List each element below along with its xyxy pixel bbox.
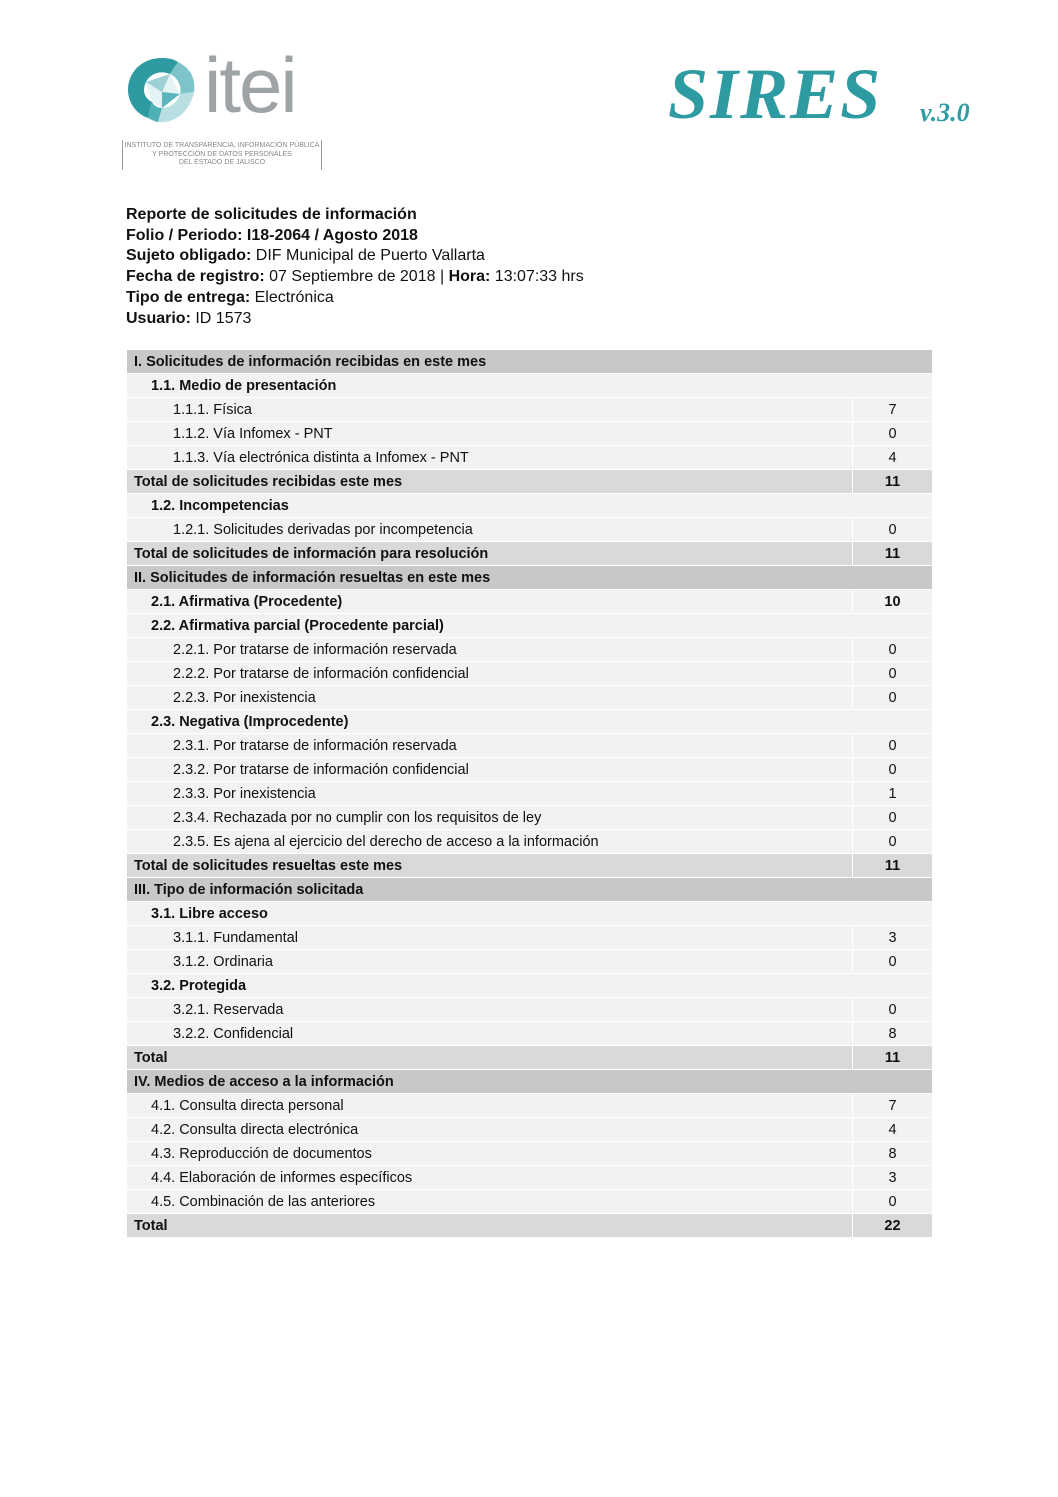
item-row [127, 422, 933, 446]
row-label: Total de solicitudes resueltas este mes [127, 854, 853, 878]
entrega-line: Tipo de entrega: Electrónica [126, 288, 334, 306]
subsection-row [127, 614, 933, 638]
row-value: 7 [853, 1094, 933, 1118]
subsection-row [127, 710, 933, 734]
row-label: 4.3. Reproducción de documentos [127, 1142, 853, 1166]
subsection-row [127, 590, 933, 614]
total-row [127, 1214, 933, 1238]
sujeto-line: Sujeto obligado: DIF Municipal de Puerto Vallarta [126, 247, 485, 265]
row-value: 0 [853, 662, 933, 686]
item-row [127, 1142, 933, 1166]
row-label: 3.1. Libre acceso [127, 902, 933, 926]
subsection-row [127, 974, 933, 998]
item-row [127, 734, 933, 758]
row-label: 1.1.3. Vía electrónica distinta a Infomex - PNT [127, 446, 853, 470]
report-title: Reporte de solicitudes de información [126, 206, 417, 223]
row-label: III. Tipo de información solicitada [127, 878, 933, 902]
item-row [127, 398, 933, 422]
sires-wordmark: SIRES [668, 54, 883, 134]
row-label: Total [127, 1046, 853, 1070]
item-row [127, 806, 933, 830]
subsection-row [127, 902, 933, 926]
total-row [127, 1046, 933, 1070]
row-label: 2.3.5. Es ajena al ejercicio del derecho de acceso a la información [127, 830, 853, 854]
row-value: 0 [853, 686, 933, 710]
sires-logo [668, 54, 988, 138]
total-row [127, 854, 933, 878]
row-label: IV. Medios de acceso a la información [127, 1070, 933, 1094]
row-value: 7 [853, 398, 933, 422]
row-value: 0 [853, 806, 933, 830]
itei-logo [122, 41, 332, 174]
row-label: I. Solicitudes de información recibidas en este mes [127, 350, 933, 374]
row-label: 2.2.1. Por tratarse de información reservada [127, 638, 853, 662]
row-value: 11 [853, 470, 933, 494]
section-header-row [127, 350, 933, 374]
row-value: 11 [853, 854, 933, 878]
item-row [127, 782, 933, 806]
row-value: 0 [853, 734, 933, 758]
item-row [127, 830, 933, 854]
section-header-row [127, 878, 933, 902]
report-meta [126, 205, 584, 329]
sires-version: v.3.0 [920, 98, 970, 127]
row-value: 0 [853, 998, 933, 1022]
item-row [127, 1166, 933, 1190]
row-label: II. Solicitudes de información resueltas en este mes [127, 566, 933, 590]
total-row [127, 542, 933, 566]
row-value: 4 [853, 446, 933, 470]
row-value: 0 [853, 1190, 933, 1214]
row-label: 4.1. Consulta directa personal [127, 1094, 853, 1118]
item-row [127, 1094, 933, 1118]
row-value: 10 [853, 590, 933, 614]
item-row [127, 950, 933, 974]
row-value: 0 [853, 758, 933, 782]
row-label: 2.3.1. Por tratarse de información reservada [127, 734, 853, 758]
itei-subtitle-line: DEL ESTADO DE JALISCO [178, 159, 266, 166]
itei-wordmark: itei [204, 41, 296, 129]
row-label: 2.3.3. Por inexistencia [127, 782, 853, 806]
row-value: 0 [853, 638, 933, 662]
itei-subtitle [124, 142, 320, 168]
item-row [127, 662, 933, 686]
item-row [127, 758, 933, 782]
row-label: 2.3. Negativa (Improcedente) [127, 710, 933, 734]
row-label: 2.2.3. Por inexistencia [127, 686, 853, 710]
row-label: 1.1.2. Vía Infomex - PNT [127, 422, 853, 446]
row-label: 2.2. Afirmativa parcial (Procedente parcial) [127, 614, 933, 638]
usuario-line: Usuario: ID 1573 [126, 309, 252, 327]
item-row [127, 1190, 933, 1214]
row-value: 11 [853, 542, 933, 566]
row-value: 0 [853, 518, 933, 542]
total-row [127, 470, 933, 494]
row-label: 3.2.2. Confidencial [127, 1022, 853, 1046]
row-value: 11 [853, 1046, 933, 1070]
row-value: 8 [853, 1142, 933, 1166]
itei-emblem-icon [122, 52, 204, 132]
row-value: 3 [853, 926, 933, 950]
row-label: 4.2. Consulta directa electrónica [127, 1118, 853, 1142]
row-label: 2.3.4. Rechazada por no cumplir con los requisitos de ley [127, 806, 853, 830]
item-row [127, 446, 933, 470]
item-row [127, 998, 933, 1022]
row-label: 3.1.2. Ordinaria [127, 950, 853, 974]
itei-subtitle-line: Y PROTECCIÓN DE DATOS PERSONALES [152, 150, 292, 158]
row-label: 1.1.1. Física [127, 398, 853, 422]
row-label: 4.5. Combinación de las anteriores [127, 1190, 853, 1214]
row-value: 0 [853, 830, 933, 854]
row-label: Total de solicitudes recibidas este mes [127, 470, 853, 494]
row-value: 1 [853, 782, 933, 806]
row-label: 3.2. Protegida [127, 974, 933, 998]
subsection-row [127, 374, 933, 398]
item-row [127, 686, 933, 710]
row-label: 1.2. Incompetencias [127, 494, 933, 518]
row-label: 4.4. Elaboración de informes específicos [127, 1166, 853, 1190]
row-label: Total de solicitudes de información para resolución [127, 542, 853, 566]
itei-subtitle-line: INSTITUTO DE TRANSPARENCIA, INFORMACIÓN PÚBLICA [124, 142, 320, 149]
folio-line: Folio / Periodo: I18-2064 / Agosto 2018 [126, 226, 418, 244]
row-value: 3 [853, 1166, 933, 1190]
item-row [127, 638, 933, 662]
item-row [127, 926, 933, 950]
row-label: 3.2.1. Reservada [127, 998, 853, 1022]
row-label: Total [127, 1214, 853, 1238]
report-table-body [127, 350, 933, 1238]
subsection-row [127, 494, 933, 518]
row-value: 0 [853, 950, 933, 974]
row-value: 22 [853, 1214, 933, 1238]
item-row [127, 518, 933, 542]
row-label: 2.2.2. Por tratarse de información confidencial [127, 662, 853, 686]
fecha-line: Fecha de registro: 07 Septiembre de 2018 | Hora: 13:07:33 hrs [126, 268, 584, 286]
row-label: 3.1.1. Fundamental [127, 926, 853, 950]
row-label: 2.1. Afirmativa (Procedente) [127, 590, 853, 614]
item-row [127, 1022, 933, 1046]
row-label: 1.2.1. Solicitudes derivadas por incompetencia [127, 518, 853, 542]
row-label: 2.3.2. Por tratarse de información confidencial [127, 758, 853, 782]
row-value: 4 [853, 1118, 933, 1142]
row-value: 0 [853, 422, 933, 446]
section-header-row [127, 1070, 933, 1094]
item-row [127, 1118, 933, 1142]
section-header-row [127, 566, 933, 590]
report-table [126, 349, 933, 1238]
row-value: 8 [853, 1022, 933, 1046]
row-label: 1.1. Medio de presentación [127, 374, 933, 398]
